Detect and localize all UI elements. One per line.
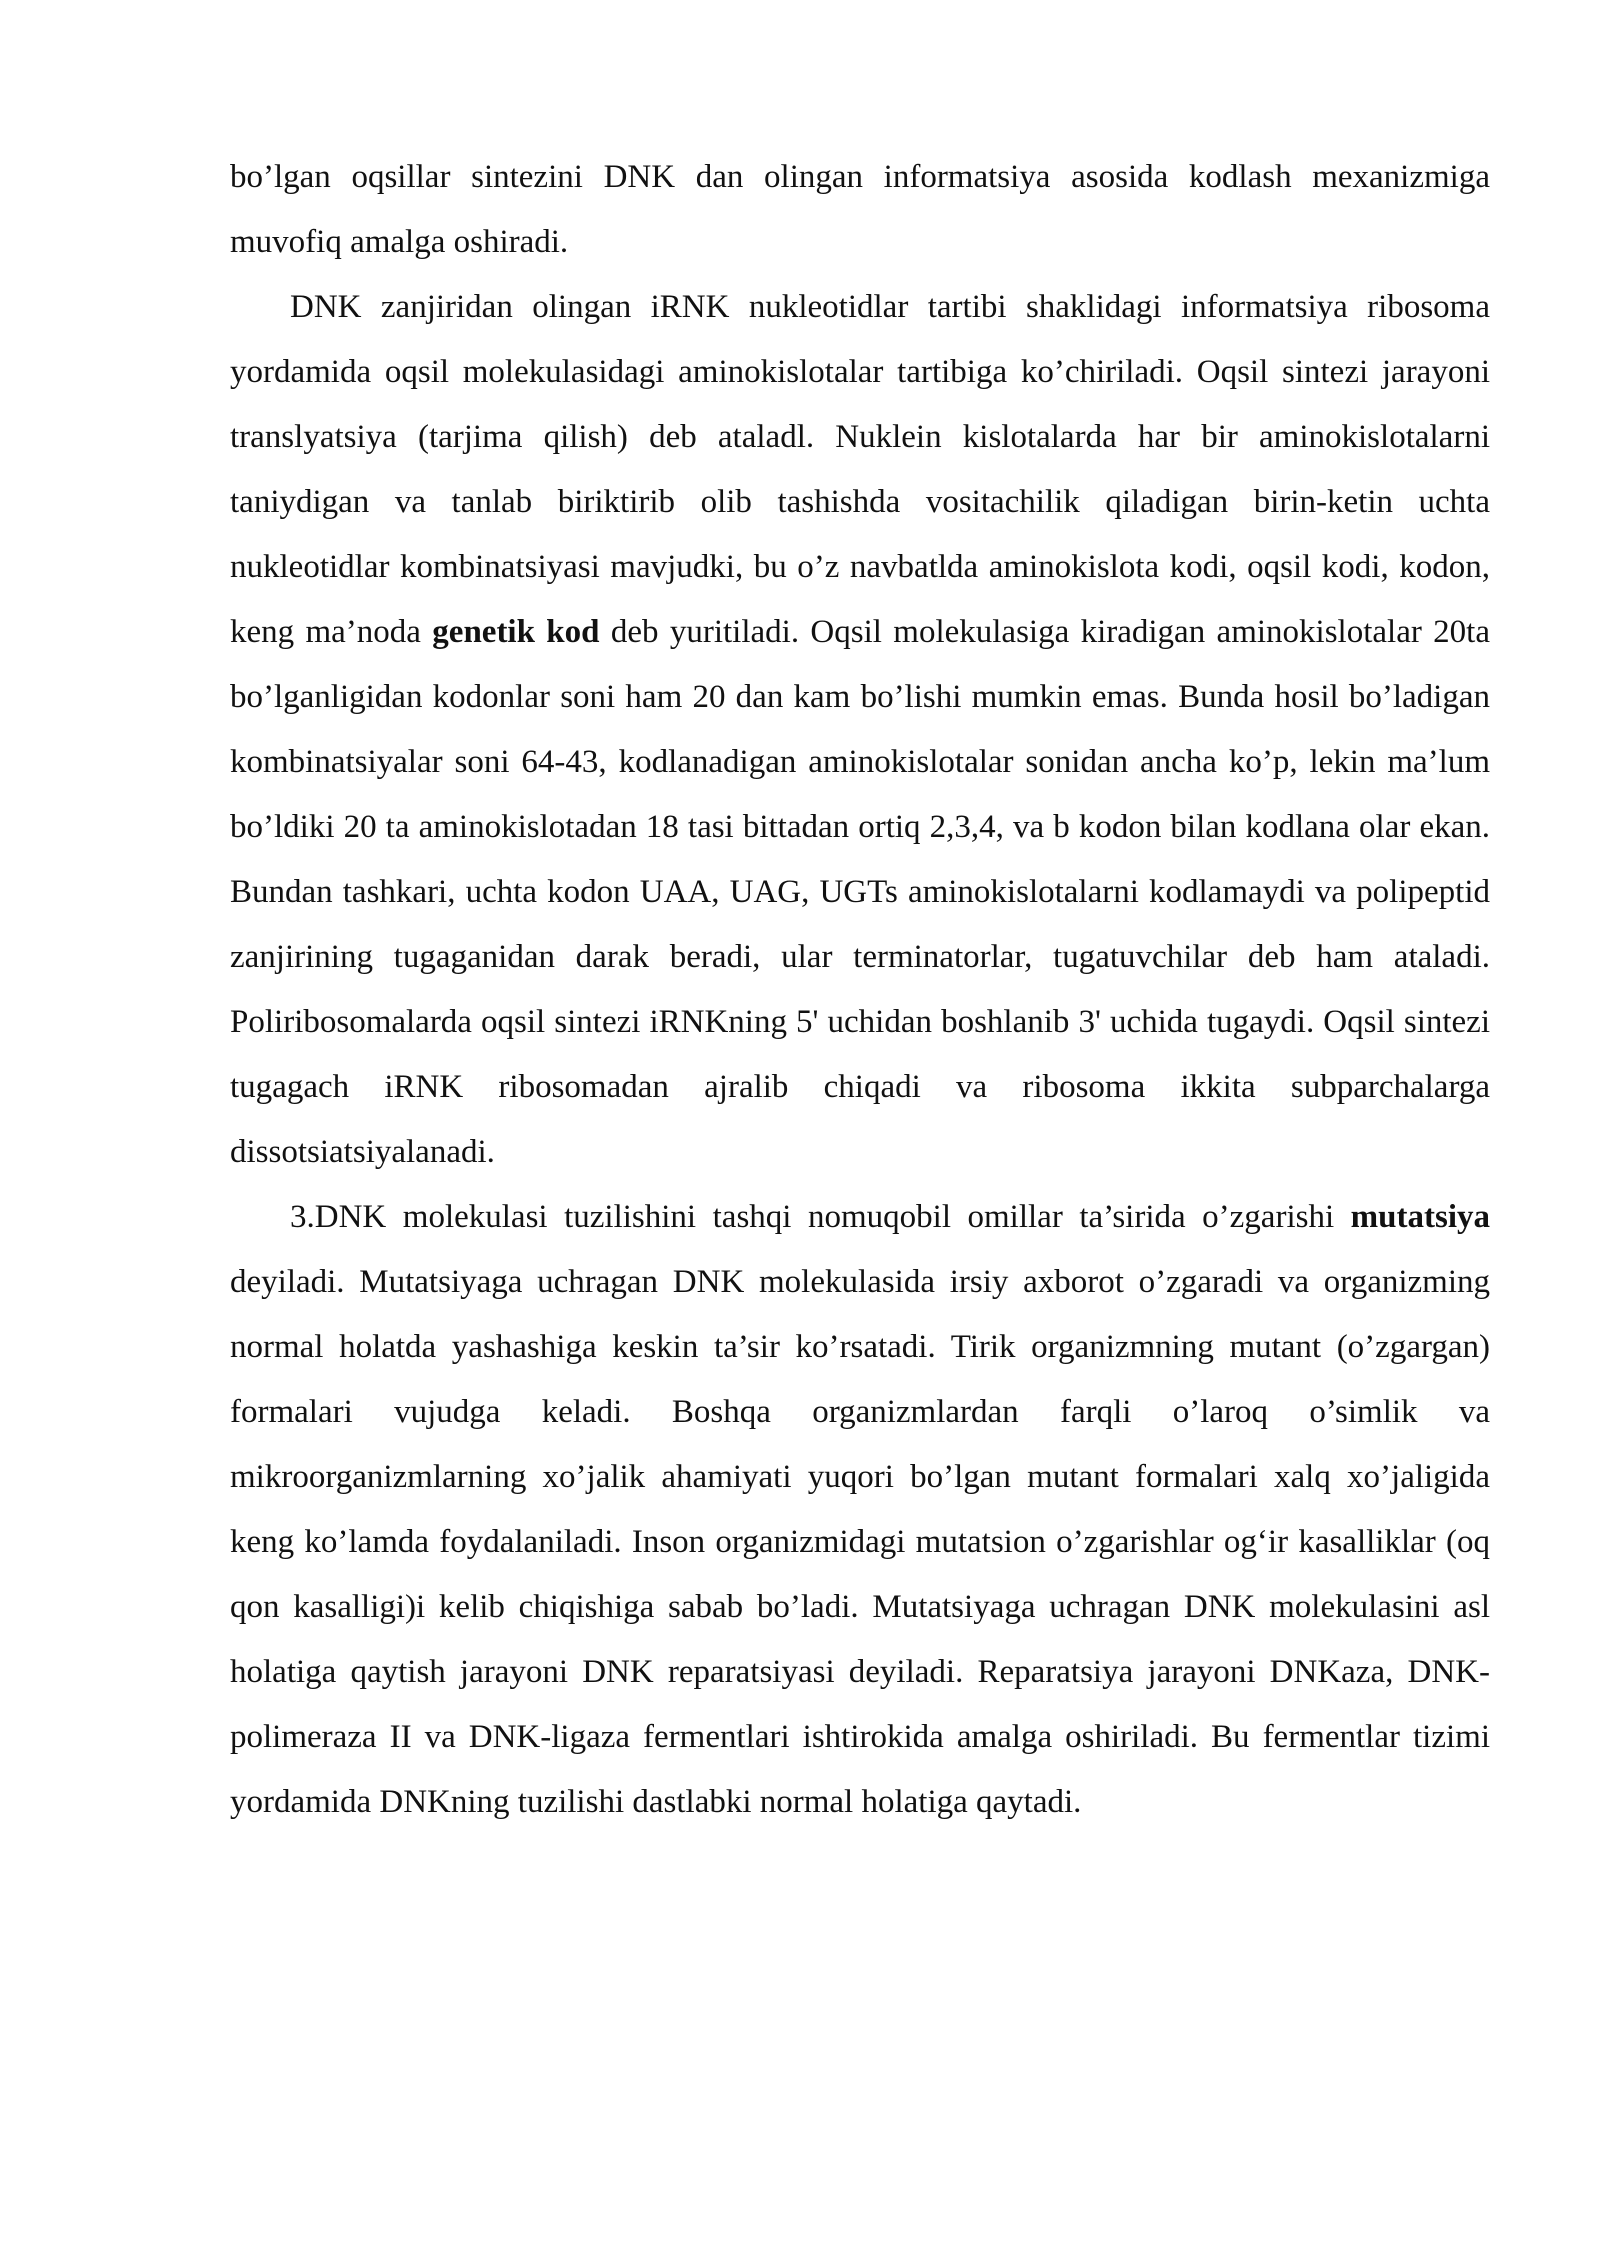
paragraph-text-after-term: deyiladi. Mutatsiyaga uchragan DNK molekulasida irsiy axborot o’zgaradi va organizming normal holatda yashashiga keskin ta’sir ko’rsatadi. Tirik organizmning mutant (o’zgargan) formalari vujudga keladi. Boshqa organizmlardan farqli o’laroq o’simlik va mikroorganizmlarning xo’jalik ahamiyati yuqori bo’lgan mutant formalari xalq xo’jaligida keng ko’lamda foydalaniladi. Inson organizmidagi mutatsion o’zgarishlar og‘ir kasalliklar (oq qon kasalligi)i kelib chiqishiga sabab bo’ladi. Mutatsiyaga uchragan DNK molekulasini asl holatiga qaytish jarayoni DNK reparatsiyasi deyiladi. Reparatsiya jarayoni DNKaza, DNK-polimeraza II va DNK-ligaza fermentlari ishtirokida amalga oshiriladi. Bu fermentlar tizimi yordamida DNKning tuzilishi dastlabki normal holatiga qaytadi. [230, 1264, 1490, 1820]
paragraph-text-before-term: 3.DNK molekulasi tuzilishini tashqi nomuqobil omillar ta’sirida o’zgarishi [290, 1199, 1351, 1235]
paragraph-text-before-term: DNK zanjiridan olingan iRNK nukleotidlar tartibi shaklidagi informatsiya ribosoma yordamida oqsil molekulasidagi aminokislotalar tartibiga ko’chiriladi. Oqsil sintezi jarayoni translyatsiya (tarjima qilish) deb ataladl. Nuklein kislotalarda har bir aminokislotalarni taniydigan va tanlab biriktirib olib tashishda vositachilik qiladigan birin-ketin uchta nukleotidlar kombinatsiyasi mavjudki, bu o’z navbatlda aminokislota kodi, oqsil kodi, kodon, keng ma’noda [230, 289, 1490, 650]
paragraph-mutation [230, 1185, 1490, 1835]
paragraph-continuation [230, 145, 1490, 275]
bold-term-genetik-kod: genetik kod [432, 614, 600, 650]
paragraph-genetic-code [230, 275, 1490, 1185]
bold-term-mutatsiya: mutatsiya [1350, 1199, 1490, 1235]
document-page [230, 145, 1490, 1835]
paragraph-text: bo’lgan oqsillar sintezini DNK dan olingan informatsiya asosida kodlash mexanizmiga muvofiq amalga oshiradi. [230, 159, 1490, 260]
paragraph-text-after-term: deb yuritiladi. Oqsil molekulasiga kiradigan aminokislotalar 20ta bo’lganligidan kodonlar soni ham 20 dan kam bo’lishi mumkin emas. Bunda hosil bo’ladigan kombinatsiyalar soni 64-43, kodlanadigan aminokislotalar sonidan ancha ko’p, lekin ma’lum bo’ldiki 20 ta aminokislotadan 18 tasi bittadan ortiq 2,3,4, va b kodon bilan kodlana olar ekan. Bundan tashkari, uchta kodon UAA, UAG, UGTs aminokislotalarni kodlamaydi va polipeptid zanjirining tugaganidan darak beradi, ular terminatorlar, tugatuvchilar deb ham ataladi. Poliribosomalarda oqsil sintezi iRNKning 5' uchidan boshlanib 3' uchida tugaydi. Oqsil sintezi tugagach iRNK ribosomadan ajralib chiqadi va ribosoma ikkita subparchalarga dissotsiatsiyalanadi. [230, 614, 1490, 1170]
